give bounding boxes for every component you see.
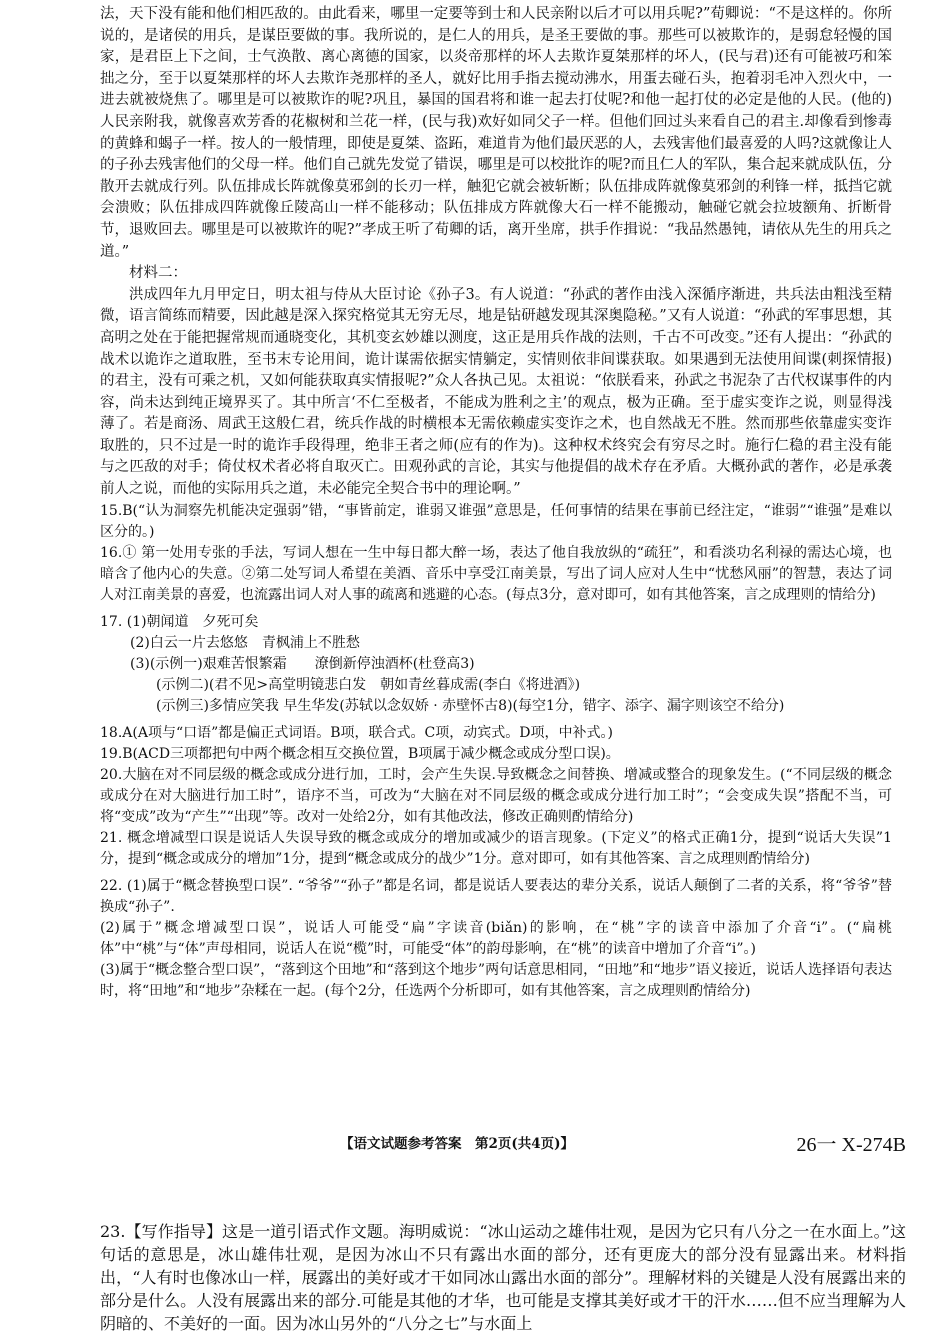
material-one-translation: 法，天下没有能和他们相匹敌的。由此看来，哪里一定要等到士和人民亲附以后才可以用兵呢?”荀卿说：“不是这样的。你所说的，是诸侯的用兵，是谋臣要做的事。我所说的，是仁人的用兵，是圣王要做的事。那些可以被欺诈的，是弱怠轻慢的国家，是君臣上下之间，士气涣散、离心离德的国家，以炎帝那样的坏人去欺诈夏桀那样的坏人，(民与君)还有可能被巧和笨拙之分，至于以夏桀那样的坏人去欺诈尧那样的圣人，就好比用手指去搅动沸水，用蛋去碰石头，抱着羽毛冲入烈火中，一进去就被烧焦了。哪里是可以被欺诈的呢?巩且，暴国的国君将和谁一起去打仗呢?和他一起打仗的必定是他的人民。(他的)人民亲附我，就像喜欢芳香的花椒树和兰花一样，(民与我)欢好如同父子一样。但他们回过头来看自己的君主.却像看到惨毒的黄蜂和蝎子一样。按人的一般情理，即使是夏桀、盗跖，难道肯为他们最厌恶的人，去残害他们最喜爱的人吗?这就像让人的子孙去残害他们的父母一样。他们自己就先发觉了错误，哪里是可以校批诈的呢?而且仁人的军队，集合起来就成队伍，分散开去就成行列。队伍排成长阵就像莫邪剑的长刃一样，触犯它就会被斩断；队伍排成阵就像莫邪剑的利锋一样，抵挡它就会溃败；队伍排成四阵就像丘陵高山一样不能移动；队伍排成方阵就像大石一样不能搬动，触碰它就会拉坡额角、折断骨节，退败回去。哪里是可以被欺许的呢?”孝成王听了荀卿的话，离开坐席，拱手作揖说：“我品然愚钝，请依从先生的用兵之道。” [100,6,892,260]
answer-18: 18.A(A项与“口语”都是偏正式词语。B项，联合式。C项，动宾式。D项，中补式。) [100,724,613,741]
answer-22 [100,876,892,1002]
footer-page-label: 【语文试题参考答案 第2页(共4页)】 [340,1136,575,1152]
answer-page-top [100,4,892,1002]
answer-20: 20.大脑在对不同层级的概念或成分进行加，工时，会产生失误.导致概念之间替换、增减或整合的现象发生。(“不同层级的概念或成分在对大脑进行加工时”，语序不当，可改为“大脑在对不同层级的概念或成分进行加工时”；“会变成失误”搭配不当，可将“变成”改为“产生”“出现”等。改对一处给2分，如有其他改法，修改正确则酌情给分) [100,766,892,825]
answer-17-line-4: (示例二)(君不见>高堂明镜悲白发 朝如青丝暮成需(李白《将进酒》) [156,676,581,693]
answer-21: 21. 概念增减型口误是说话人失误导致的概念或成分的增加或减少的语言现象。(下定义”的格式正确1分，提到“说话大失误”1分，提到“概念或成分的增加”1分，提到“概念或成分的战少”1分。意对即可，如有其他答案、言之成理则酌情给分) [100,829,892,867]
answer-19: 19.B(ACD三项都把句中两个概念相互交换位置，B项属于减少概念或成分型口误)。 [100,745,620,762]
answer-17-line-5: (示例三)多情应笑我 早生华发(苏轼以念奴娇 · 赤壁怀古8)(每空1分，错字、添字、漏字则该空不给分) [156,697,785,714]
answer-17-line-1: 17. (1)朝闻道 夕死可矣 [100,613,259,630]
material-two-label: 材料二： [129,265,187,282]
answer-17-line-3: (3)(示例一)艰难苦恨繁霜 潦倒新停浊酒杯(杜登高3) [130,655,475,672]
answer-23: 23.【写作指导】这是一道引语式作文题。海明威说：“冰山运动之雄伟壮观，是因为它只有八分之一在水面上。”这句话的意思是，冰山雄伟壮观，是因为冰山不只有露出水面的部分，还有更庞大的部分没有显露出来。材料指出，“人有时也像冰山一样，展露出的美好或才干如同冰山露出水面的部分”。理解材料的关键是人没有展露出来的部分是什么。人没有展露出来的部分.可能是其他的才华，也可能是支撑其美好或才干的汗水……但不应当理解为人阴暗的、不美好的一面。因为冰山另外的“八分之七”与水面上 [100,1222,906,1333]
answer-17 [100,612,892,717]
answer-22-part-1: 22. (1)属于“概念替换型口误”. “爷爷”“孙子”都是名词，都是说话人要表达的辈分关系，说话人颠倒了二者的关系，将“爷爷”替换成“孙子”. [100,877,892,915]
page-footer [100,1128,906,1156]
answer-15: 15.B(“认为洞察先机能决定强弱”错，“事皆前定，谁弱又谁强”意思是，任何事情的结果在事前已经注定，“谁弱”“谁强”是难以区分的。) [100,502,892,540]
answer-22-part-2: (2)属于”概念增减型口误”，说话人可能受“扁”字读音(biǎn)的影响，在“桃”字的读音中添加了介音“i”。(“扁桃体”中“桃”与“体”声母相同，说话人在说“榄”时，可能受“体”的韵母影响，在“桃”的读音中增加了介音“i”。) [100,919,892,957]
answer-page-next [100,1220,906,1335]
footer-paper-code: 26一 X-274B [796,1134,906,1156]
answer-22-part-3: (3)属于“概念整合型口误”，“落到这个田地”和“落到这个地步”两句话意思相同，“田地”和“地步”语义接近，说话人选择语句表达时，将“田地”和“地步”杂糅在一起。(每个2分，任选两个分析即可，如有其他答案，言之成理则酌情给分) [100,961,892,999]
material-two-translation: 洪成四年九月甲定日，明太祖与侍从大臣讨论《孙子3。有人说道：“孙武的著作由浅入深循序渐进，共兵法由粗浅至精微，语言简练而精要，因此越是深入探究格觉其无穷无尽，地是钻研越发现其深奥隐秘。”又有人说道：“孙武的军事思想，其高明之处在于能把握常规而通晓变化，其机变玄妙雄以测度，这正是用兵作战的法则，千古不可改变。”还有人提出：“孙武的战术以诡诈之道取胜，至书末专论用间，诡计谋需依据实情躺定，实情则依非间谍获取。如果遇到无法使用间谍(刺探情报)的君主，没有可乘之机，又如何能获取真实情报呢?”众人各执己见。太祖说：“依朕看来，孙武之书泥杂了古代权谋事件的内容，尚未达到纯正境界买了。其中所言‘不仁至极者，不能成为胜利之主’的观点，极为正确。至于虚实变诈之说，则显得浅薄了。若是商汤、周武王这般仁君，统兵作战的时横根本无需依赖虚实变诈之术，也自然战无不胜。然而那些依靠虚实变诈取胜的，只不过是一时的诡诈手段得理，绝非王者之师(应有的作为)。这种权术终究会有穷尽之时。施行仁稳的君主没有能与之匹敌的对手；倚仗权术者必将自取灭亡。田观孙武的言论，其实与他提倡的战术存在矛盾。大概孙武的著作，必是承袭前人之说，而他的实际用兵之道，未必能完全契合书中的理论啊。” [100,286,892,498]
answer-16: 16.① 第一处用专张的手法，写词人想在一生中每日都大醉一场，表达了他自我放纵的“疏狂”，和看淡功名利禄的需达心境，也暗含了他内心的失意。②第二处写词人希望在美酒、音乐中享受江南美景，写出了词人应对人生中“忧愁风丽”的智慧，表达了词人对江南美景的喜爱，也流露出词人对人事的疏离和逃避的心态。(每点3分，意对即可，如有其他答案，言之成理则的情给分) [100,544,892,603]
answer-17-line-2: (2)白云一片去悠悠 青枫浦上不胜愁 [130,634,360,651]
